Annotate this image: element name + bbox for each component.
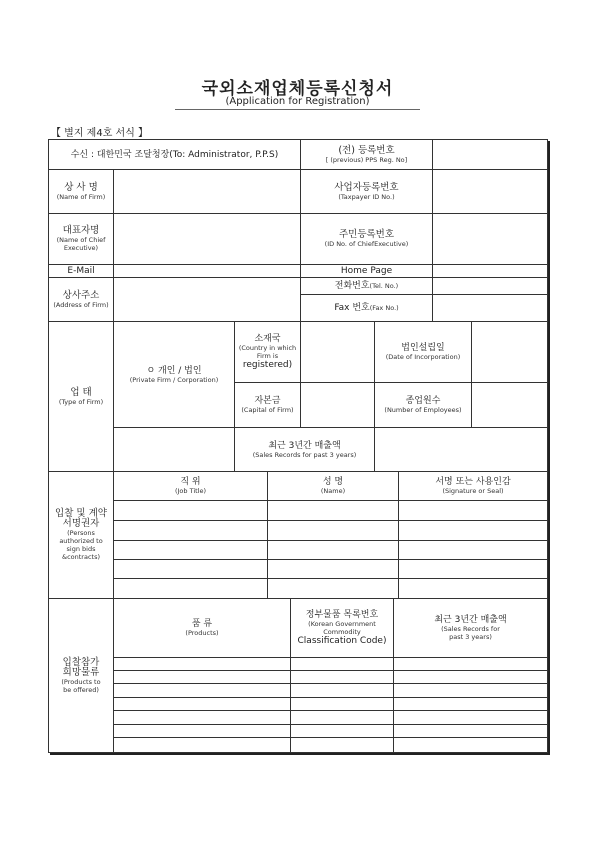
product-row[interactable] — [114, 658, 291, 671]
pps-reg-no-label: (전) 등록번호 [ (previous) PPS Reg. No] — [301, 140, 433, 170]
chief-id-label: 주민등록번호 (ID No. of ChiefExecutive) — [301, 214, 433, 265]
email-field[interactable] — [114, 265, 301, 278]
col-job-title: 직 위 (Job Title) — [114, 472, 268, 501]
email-label: E-Mail — [49, 265, 114, 278]
incorporation-date-field[interactable] — [472, 322, 547, 383]
incorporation-date-label: 법인설립일 (Date of Incorporation) — [375, 322, 472, 383]
taxpayer-id-field[interactable] — [433, 170, 547, 214]
signer-row[interactable] — [114, 579, 268, 599]
product-row[interactable] — [114, 711, 291, 725]
fax-label: Fax 번호 (Fax No.) — [301, 295, 433, 322]
product-row[interactable] — [291, 671, 394, 684]
firm-type-label: 업 태 (Type of Firm) — [49, 322, 114, 472]
title-underline — [175, 109, 420, 110]
employees-label: 종업원수 (Number of Employees) — [375, 383, 472, 428]
product-row[interactable] — [291, 738, 394, 752]
chief-id-field[interactable] — [433, 214, 547, 265]
signer-row[interactable] — [268, 560, 399, 579]
product-row[interactable] — [394, 684, 547, 698]
signer-row[interactable] — [114, 521, 268, 541]
form-number-tag: 【 별지 제4호 서식 】 — [51, 128, 149, 139]
product-row[interactable] — [394, 658, 547, 671]
firm-name-label: 상 사 명 (Name of Firm) — [49, 170, 114, 214]
product-row[interactable] — [114, 725, 291, 738]
product-row[interactable] — [114, 671, 291, 684]
col-product-sales: 최근 3년간 매출액 (Sales Records for past 3 years) — [394, 599, 547, 658]
address-label: 상사주소 (Address of Firm) — [49, 278, 114, 322]
chief-name-field[interactable] — [114, 214, 301, 265]
homepage-label: Home Page — [301, 265, 433, 278]
product-row[interactable] — [291, 698, 394, 711]
signer-row[interactable] — [268, 501, 399, 521]
homepage-field[interactable] — [433, 265, 547, 278]
capital-field[interactable] — [301, 383, 375, 428]
pps-reg-no-field[interactable] — [433, 140, 547, 170]
country-label: 소재국 (Country in which Firm is registered) — [235, 322, 301, 383]
employees-field[interactable] — [472, 383, 547, 428]
col-name: 성 명 (Name) — [268, 472, 399, 501]
signer-row[interactable] — [399, 521, 547, 541]
product-row[interactable] — [394, 725, 547, 738]
signer-row[interactable] — [268, 521, 399, 541]
taxpayer-id-label: 사업자등록번호 (Taxpayer ID No.) — [301, 170, 433, 214]
capital-label: 자본금 (Capital of Firm) — [235, 383, 301, 428]
form-subtitle: (Application for Registration) — [225, 96, 370, 107]
product-row[interactable] — [394, 671, 547, 684]
product-row[interactable] — [114, 698, 291, 711]
firm-name-field[interactable] — [114, 170, 301, 214]
address-field[interactable] — [114, 278, 301, 322]
signer-row[interactable] — [399, 560, 547, 579]
signer-row[interactable] — [399, 541, 547, 560]
signer-row[interactable] — [114, 560, 268, 579]
col-classification-code: 정부물품 목록번호 (Korean Government Commodity Classification Code) — [291, 599, 394, 658]
sales-records-label: 최근 3년간 매출액 (Sales Records for past 3 years) — [235, 428, 375, 472]
product-row[interactable] — [394, 711, 547, 725]
product-row[interactable] — [291, 658, 394, 671]
form-title: 국외소재업체등록신청서 — [201, 79, 394, 99]
firm-type-option[interactable]: ㅇ 개인 / 법인 (Private Firm / Corporation) — [114, 322, 235, 428]
signer-row[interactable] — [268, 579, 399, 599]
product-row[interactable] — [291, 711, 394, 725]
signer-row[interactable] — [114, 501, 268, 521]
product-row[interactable] — [291, 725, 394, 738]
recipient-label: 수신 : 대한민국 조달청장(To: Administrator, P.P.S) — [49, 140, 301, 170]
signer-row[interactable] — [399, 501, 547, 521]
product-row[interactable] — [394, 698, 547, 711]
product-row[interactable] — [394, 738, 547, 752]
firm-type-blank — [114, 428, 235, 472]
tel-label: 전화번호 (Tel. No.) — [301, 278, 433, 295]
application-form-table — [48, 139, 548, 753]
product-row[interactable] — [291, 684, 394, 698]
product-row[interactable] — [114, 738, 291, 752]
signer-row[interactable] — [268, 541, 399, 560]
chief-name-label: 대표자명 (Name of Chief Executive) — [49, 214, 114, 265]
signer-row[interactable] — [114, 541, 268, 560]
signer-row[interactable] — [399, 579, 547, 599]
col-products: 품 류 (Products) — [114, 599, 291, 658]
col-signature: 서명 또는 사용인감 (Signature or Seal) — [399, 472, 547, 501]
products-label: 입찰참가 희망물류 (Products to be offered) — [49, 599, 114, 752]
country-field[interactable] — [301, 322, 375, 383]
tel-field[interactable] — [433, 278, 547, 295]
sales-records-field[interactable] — [375, 428, 547, 472]
fax-field[interactable] — [433, 295, 547, 322]
signers-label: 입찰 및 계약 서명권자 (Persons authorized to sign bids &contracts) — [49, 472, 114, 599]
product-row[interactable] — [114, 684, 291, 698]
